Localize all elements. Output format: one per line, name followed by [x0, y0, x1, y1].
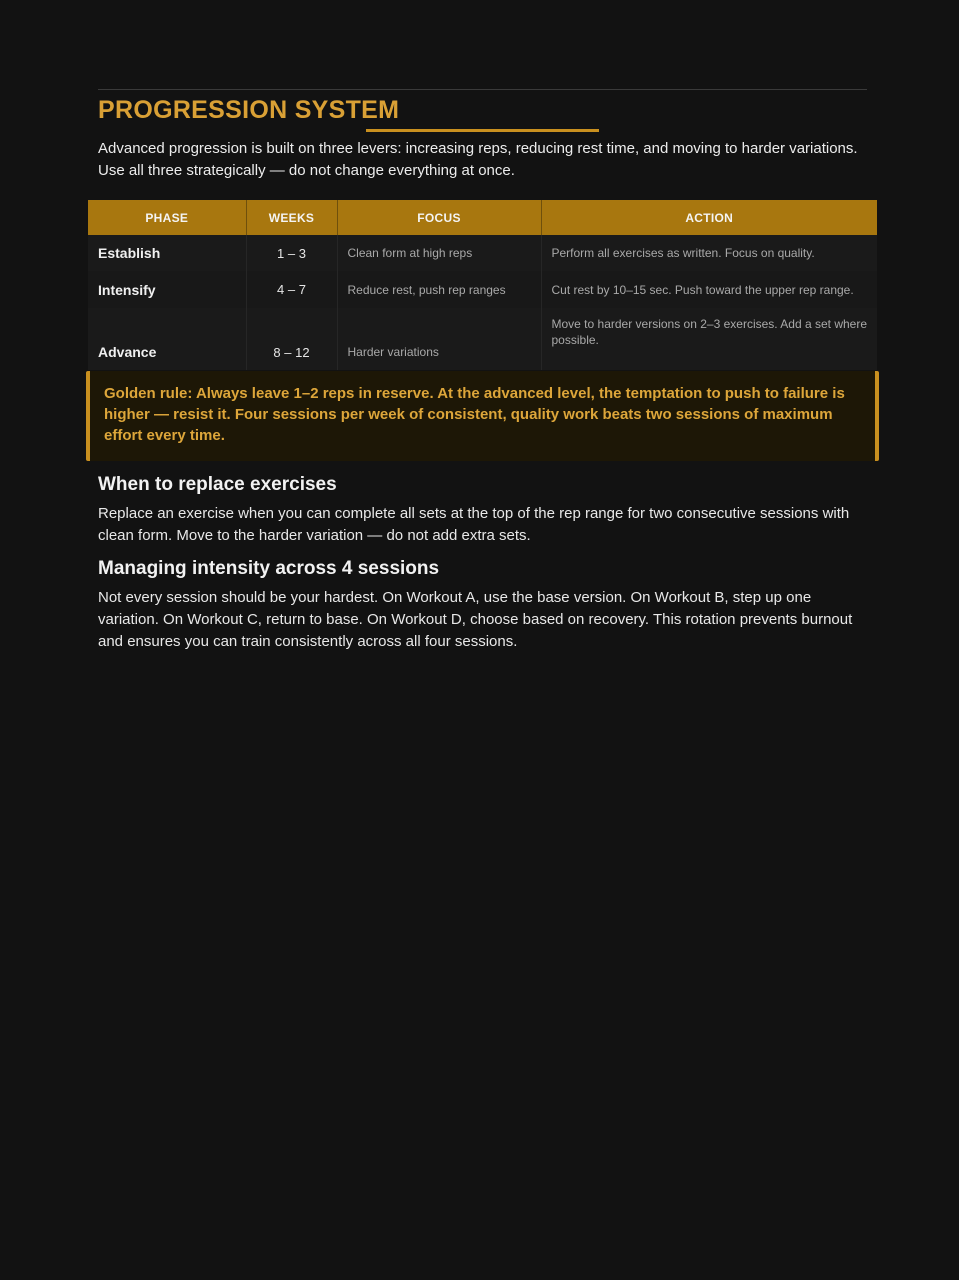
cell-phase: Establish: [88, 235, 246, 271]
cell-weeks: 8 – 12: [246, 308, 337, 370]
cell-action: Move to harder versions on 2–3 exercises. Add a set where possible.: [541, 308, 877, 370]
cell-action: Cut rest by 10–15 sec. Push toward the upper rep range.: [541, 271, 877, 308]
replace-heading: When to replace exercises: [98, 474, 337, 495]
intro-paragraph: Advanced progression is built on three levers: increasing reps, reducing rest time, and moving to harder variations. Use all three strategically — do not change everything at once.: [98, 140, 858, 179]
table-header-row: [88, 200, 877, 235]
cell-action: Perform all exercises as written. Focus on quality.: [541, 235, 877, 271]
header-focus: FOCUS: [337, 200, 541, 235]
table-row: [88, 271, 877, 308]
table-row: [88, 235, 877, 271]
header-phase: PHASE: [88, 200, 246, 235]
cell-weeks: 1 – 3: [246, 235, 337, 271]
callout-text: Golden rule: Always leave 1–2 reps in reserve. At the advanced level, the temptation to push to failure is higher — resist it. Four sessions per week of consistent, quality work beats two sessions of maximum effort every time.: [104, 385, 845, 444]
cell-phase: Advance: [88, 308, 246, 370]
section-title: PROGRESSION SYSTEM: [98, 96, 400, 124]
replace-paragraph: Replace an exercise when you can complete all sets at the top of the rep range for two consecutive sessions with clean form. Move to the harder variation — do not add extra sets.: [98, 505, 850, 544]
intensity-heading: Managing intensity across 4 sessions: [98, 558, 440, 579]
intensity-paragraph: Not every session should be your hardest. On Workout A, use the base version. On Workout B, step up one variation. On Workout C, return to base. On Workout D, choose based on recovery. This rotation prevents burnout and ensures you can train consistently across all four sessions.: [98, 589, 853, 650]
header-weeks: WEEKS: [246, 200, 337, 235]
top-divider: [98, 89, 867, 90]
progression-table: [88, 200, 877, 370]
header-action: ACTION: [541, 200, 877, 235]
title-underline: [366, 129, 599, 132]
cell-focus: Clean form at high reps: [337, 235, 541, 271]
table-row: [88, 308, 877, 370]
cell-focus: Reduce rest, push rep ranges: [337, 271, 541, 308]
cell-focus: Harder variations: [337, 308, 541, 370]
cell-phase: Intensify: [88, 271, 246, 308]
golden-rule-callout: [86, 371, 879, 461]
cell-weeks: 4 – 7: [246, 271, 337, 308]
